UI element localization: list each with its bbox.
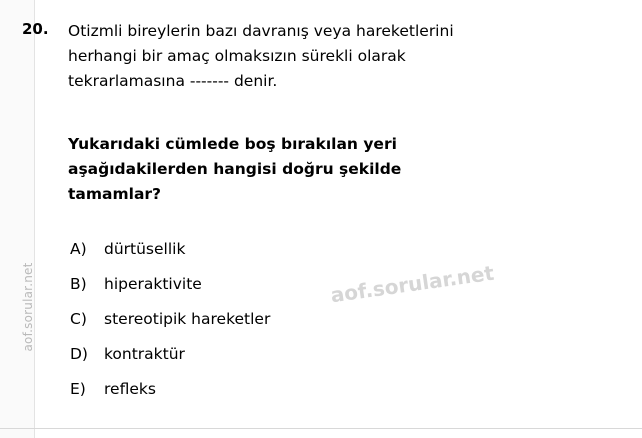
stem-line-3: tekrarlamasına ------- denir. bbox=[68, 72, 278, 91]
prompt-line-1: Yukarıdaki cümlede boş bırakılan yeri bbox=[68, 135, 397, 153]
option-a[interactable] bbox=[70, 240, 610, 275]
option-a-text: dürtüsellik bbox=[104, 240, 186, 258]
stem-line-1: Otizmli bireylerin bazı davranış veya hareketlerini bbox=[68, 22, 454, 40]
main-watermark-text: aof.sorular.net bbox=[329, 260, 496, 308]
option-d-text: kontraktür bbox=[104, 345, 185, 363]
option-d[interactable] bbox=[70, 345, 610, 380]
option-b[interactable] bbox=[70, 275, 610, 310]
option-e-letter: E) bbox=[70, 380, 86, 398]
question-stem bbox=[68, 19, 624, 94]
stem-line-2: herhangi bir amaç olmaksızın sürekli olarak bbox=[68, 47, 406, 66]
option-b-text: hiperaktivite bbox=[104, 275, 202, 293]
option-c-text: stereotipik hareketler bbox=[104, 310, 271, 328]
option-d-letter: D) bbox=[70, 345, 88, 363]
side-watermark-text: aof.sorular.net bbox=[21, 262, 35, 352]
prompt-line-2: aşağıdakilerden hangisi doğru şekilde bbox=[68, 160, 402, 179]
answer-options bbox=[70, 240, 610, 415]
option-e[interactable] bbox=[70, 380, 610, 415]
option-c[interactable] bbox=[70, 310, 610, 345]
option-c-letter: C) bbox=[70, 310, 87, 328]
page-bottom-divider bbox=[0, 428, 642, 429]
prompt-line-3: tamamlar? bbox=[68, 185, 162, 204]
question-number: 20. bbox=[22, 20, 49, 38]
option-b-letter: B) bbox=[70, 275, 87, 293]
question-prompt bbox=[68, 132, 624, 207]
option-a-letter: A) bbox=[70, 240, 87, 258]
option-e-text: refleks bbox=[104, 380, 156, 398]
